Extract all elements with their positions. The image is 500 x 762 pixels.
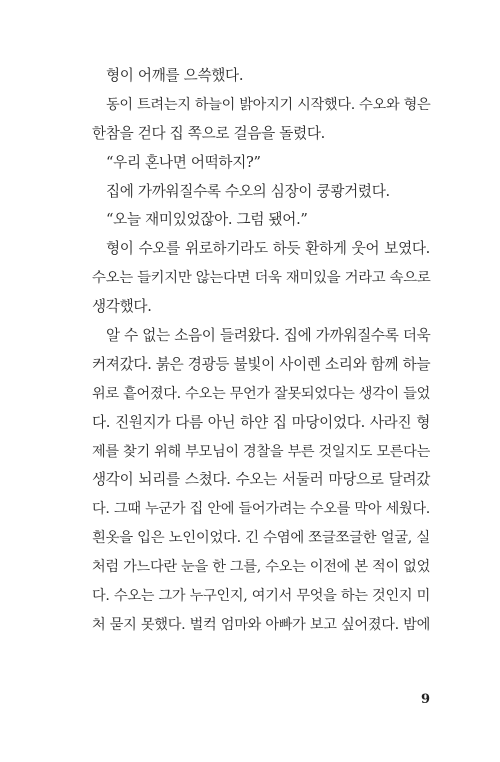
text-line: 다. 진원지가 다름 아닌 하얀 집 마당이었다. 사라진 형 xyxy=(92,413,430,431)
text-line: “우리 혼나면 어떡하지?” xyxy=(106,153,261,171)
text-line: 커져갔다. 붉은 경광등 불빛이 사이렌 소리와 함께 하늘 xyxy=(92,355,431,373)
text-line: 생각했다. xyxy=(92,298,152,316)
text-line: 수오는 들키지만 않는다면 더욱 재미있을 거라고 속으로 xyxy=(92,270,431,287)
text-line: 처럼 가느다란 눈을 한 그를, 수오는 이전에 본 적이 없었 xyxy=(92,559,430,576)
text-line: 흰옷을 입은 노인이었다. 긴 수염에 쪼글쪼글한 얼굴, 실 xyxy=(92,530,430,547)
text-line: 형이 수오를 위로하기라도 하듯 환하게 웃어 보였다. xyxy=(106,240,430,258)
text-line: 제를 찾기 위해 부모님이 경찰을 부른 것일지도 모른다는 xyxy=(92,443,430,460)
text-line: 동이 트려는지 하늘이 밝아지기 시작했다. 수오와 형은 xyxy=(106,96,431,113)
text-line: 집에 가까워질수록 수오의 심장이 쿵쾅거렸다. xyxy=(106,182,390,200)
text-line: 알 수 없는 소음이 들려왔다. 집에 가까워질수록 더욱 xyxy=(106,327,431,345)
text-line: 처 묻지 못했다. 벌컥 엄마와 아빠가 보고 싶어졌다. 밤에 xyxy=(92,616,430,633)
text-line: 한참을 걷다 집 쪽으로 걸음을 돌렸다. xyxy=(92,124,325,142)
text-line: 생각이 뇌리를 스쳤다. 수오는 서둘러 마당으로 달려갔 xyxy=(92,471,430,489)
text-line: 형이 어깨를 으쓱했다. xyxy=(106,67,244,84)
text-line: 위로 흩어졌다. 수오는 무언가 잘못되었다는 생각이 들었 xyxy=(92,385,430,402)
text-line: 다. 수오는 그가 누구인지, 여기서 무엇을 하는 것인지 미 xyxy=(92,588,430,605)
text-line: “오늘 재미있었잖아. 그럼 됐어.” xyxy=(106,211,308,229)
text-line: 다. 그때 누군가 집 안에 들어가려는 수오를 막아 세웠다. xyxy=(92,501,430,518)
body-text xyxy=(92,62,430,640)
page-number: 9 xyxy=(420,692,430,707)
